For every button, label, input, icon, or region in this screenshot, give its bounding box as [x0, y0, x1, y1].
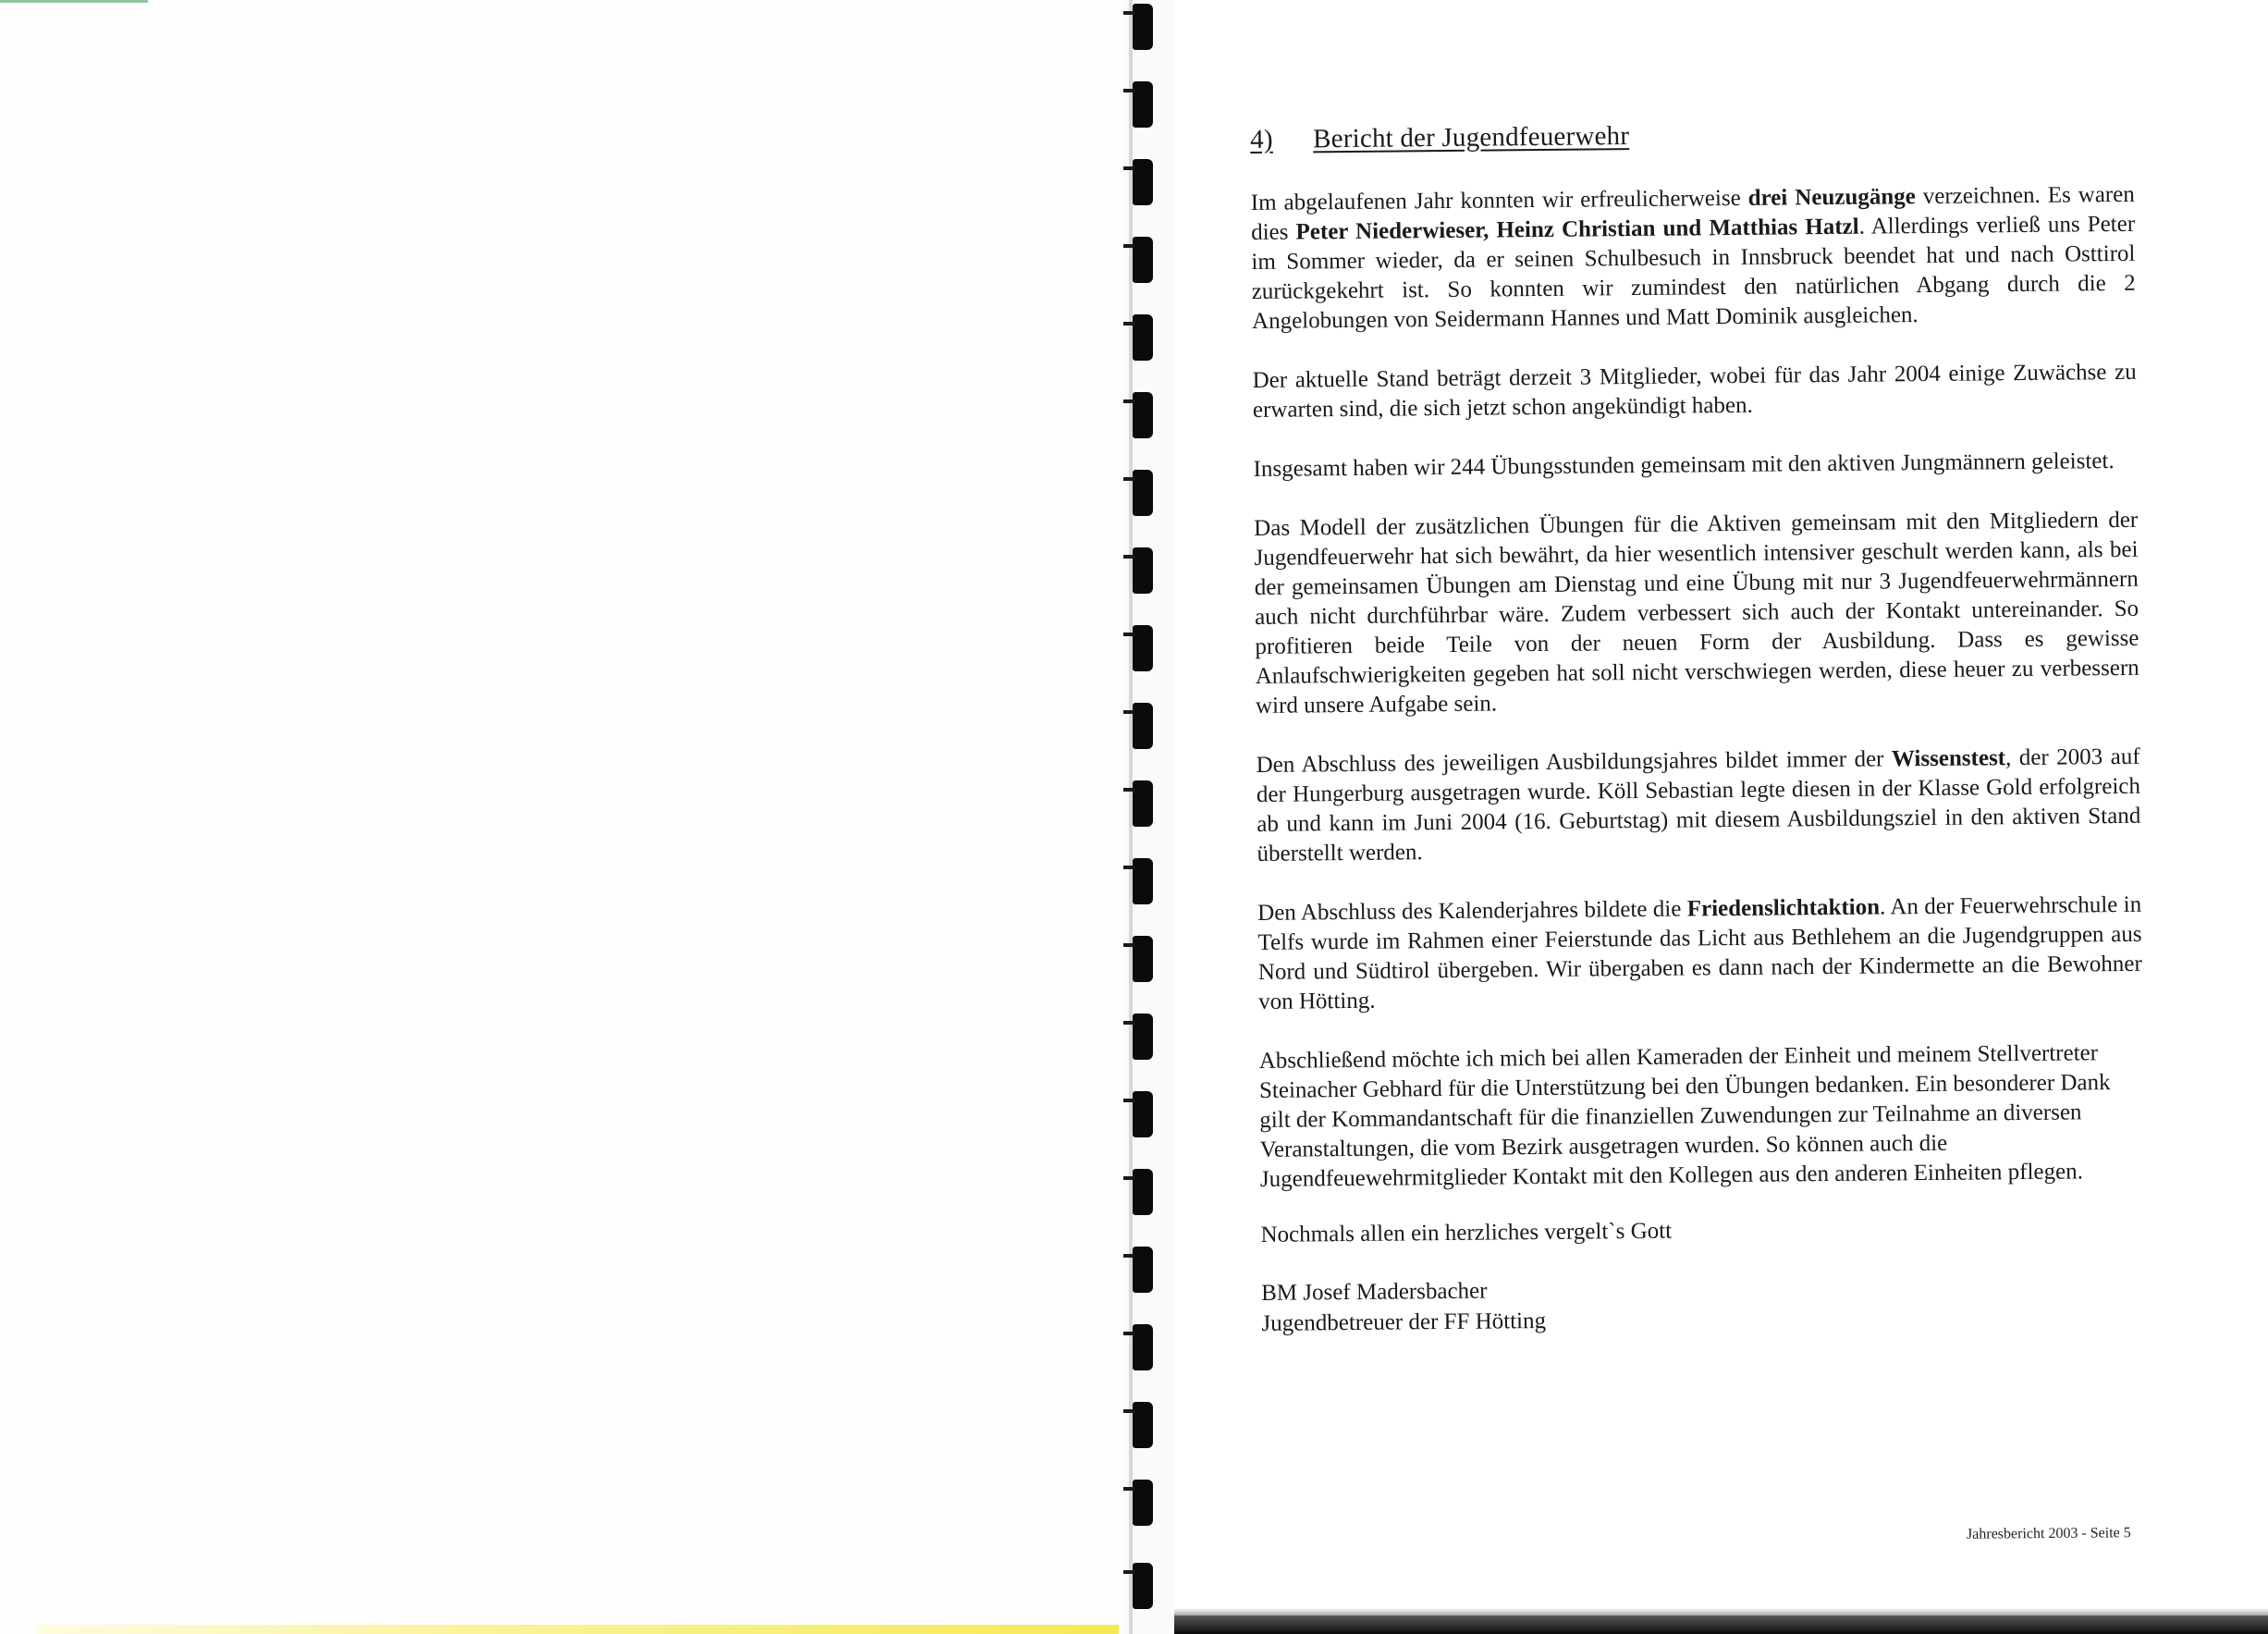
right-page-bottom-shadow [1174, 1616, 2268, 1634]
signature-role: Jugendbetreuer der FF Hötting [1261, 1308, 1547, 1336]
left-page-top-edge [0, 0, 148, 3]
signature-name: BM Josef Madersbacher [1261, 1278, 1488, 1306]
binding-ring [1133, 703, 1153, 749]
bold-friedenslichtaktion: Friedenslichtaktion [1686, 894, 1881, 922]
paragraph-new-members [1251, 180, 2136, 337]
section-title: Bericht der Jugendfeuerwehr [1313, 121, 1630, 154]
binding-ring [1133, 237, 1153, 283]
binding-ring [1133, 1480, 1153, 1526]
paragraph-thanks: Abschließend möchte ich mich bei allen Kameraden der Einheit und meinem Stellvertreter Steinacher Gebhard für die Unterstützung bei den Übungen bedanken. Ein besonderer Dank gilt der Kommandantschaft für die finanziellen Zuwendungen zur Teilnahme an diversen Veranstaltungen, die vom Bezirk ausgetragen wurden. So können auch die Jugendfeuewehrmitglieder Kontakt mit den Kollegen aus den anderen Einheiten pflegen. [1258, 1040, 2111, 1192]
bold-wissenstest: Wissenstest [1891, 745, 2006, 772]
section-number: 4) [1250, 124, 1273, 154]
left-page-yellow-edge [37, 1625, 1119, 1634]
binding-ring [1133, 1563, 1153, 1609]
binding-ring [1133, 1014, 1153, 1060]
closing-line: Nochmals allen ein herzliches vergelt`s Gott [1260, 1218, 1673, 1247]
text-run: . Allerdings verließ uns Peter im Sommer wieder, da er seinen Schulbesuch in Innsbruck beendet hat und nach Osttirol zurückgekehrt ist. So konnten wir zumindest den natürlichen Abgang durch die 2 Angelobungen von Seidermann Hannes und Matt Dominik ausgleichen. [1251, 211, 2136, 334]
bold-member-names: Peter Niederwieser, Heinz Christian und Matthias Hatzl [1295, 214, 1859, 245]
text-run: Den Abschluss des Kalenderjahres bildete die [1257, 896, 1687, 926]
text-run: Im abgelaufenen Jahr konnten wir erfreulicherweise [1250, 185, 1748, 215]
paragraph-training-model: Das Modell der zusätzlichen Übungen für die Aktiven gemeinsam mit den Mitgliedern der Jugendfeuerwehr hat sich bewährt, da hier wesentlich intensiver geschult werden kann, als bei der gemeinsamen Übungen am Dienstag und eine Übung mit nur 3 Jugendfeuerwehrmännern auch nicht durchführbar wäre. Zudem verbessert sich auch der Kontakt untereinander. So profitieren beide Teile von der neuen Form der Ausbildung. Dass es gewisse Anlaufschwierigkeiten gegeben hat soll nicht verschwiegen werden, diese heuer zu verbessern wird unsere Aufgabe sein. [1254, 507, 2139, 719]
binding-ring [1133, 470, 1153, 516]
binding-ring [1133, 1091, 1153, 1137]
text-run: Den Abschluss des jeweiligen Ausbildungsjahres bildet immer der [1256, 746, 1893, 778]
left-page-blank [0, 0, 1123, 1634]
binding-ring [1133, 159, 1153, 205]
spiral-binding [1123, 0, 1174, 1634]
binding-ring [1133, 936, 1153, 982]
binding-ring [1133, 314, 1153, 361]
binding-ring [1133, 547, 1153, 594]
binding-ring [1133, 4, 1153, 50]
binding-ring [1133, 392, 1153, 438]
page-footer: Jahresbericht 2003 - Seite 5 [1967, 1525, 2132, 1542]
binding-ring [1133, 1169, 1153, 1215]
text-run: verzeichnen. Es waren dies [1251, 181, 2135, 245]
binding-ring [1133, 780, 1153, 827]
text-run: , der 2003 auf der Hungerburg ausgetragen wurde. Köll Sebastian legte diesen in der Klasse Gold erfolgreich ab und kann im Juni 2004 (16. Geburtstag) mit diesem Ausbildungsziel in den aktiven Stand überstellt werden. [1256, 743, 2141, 866]
binding-ring [1133, 1402, 1153, 1448]
binding-ring [1133, 625, 1153, 671]
bold-new-members: drei Neuzugänge [1747, 184, 1916, 211]
binding-ring [1133, 1324, 1153, 1370]
report-body [1250, 114, 2146, 1339]
text-run: . An der Feuerwehrschule in Telfs wurde im Rahmen einer Feierstunde das Licht aus Bethlehem an die Jugendgruppen aus Nord und Südtirol übergeben. Wir übergaben es dann nach der Kindermette an die Bewohner von Hötting. [1257, 891, 2142, 1014]
paragraph-current-status: Der aktuelle Stand beträgt derzeit 3 Mitglieder, wobei für das Jahr 2004 einige Zuwächse zu erwarten sind, die sich jetzt schon angekündigt haben. [1252, 359, 2137, 423]
paragraph-peace-light [1257, 891, 2142, 1017]
section-heading [1250, 114, 2134, 157]
binding-ring [1133, 1247, 1153, 1293]
right-page [1174, 0, 2268, 1634]
binding-ring [1133, 858, 1153, 904]
paragraph-training-hours: Insgesamt haben wir 244 Übungsstunden gemeinsam mit den aktiven Jungmännern geleistet. [1253, 448, 2115, 482]
binding-ring [1133, 81, 1153, 128]
paragraph-knowledge-test [1257, 743, 2141, 869]
